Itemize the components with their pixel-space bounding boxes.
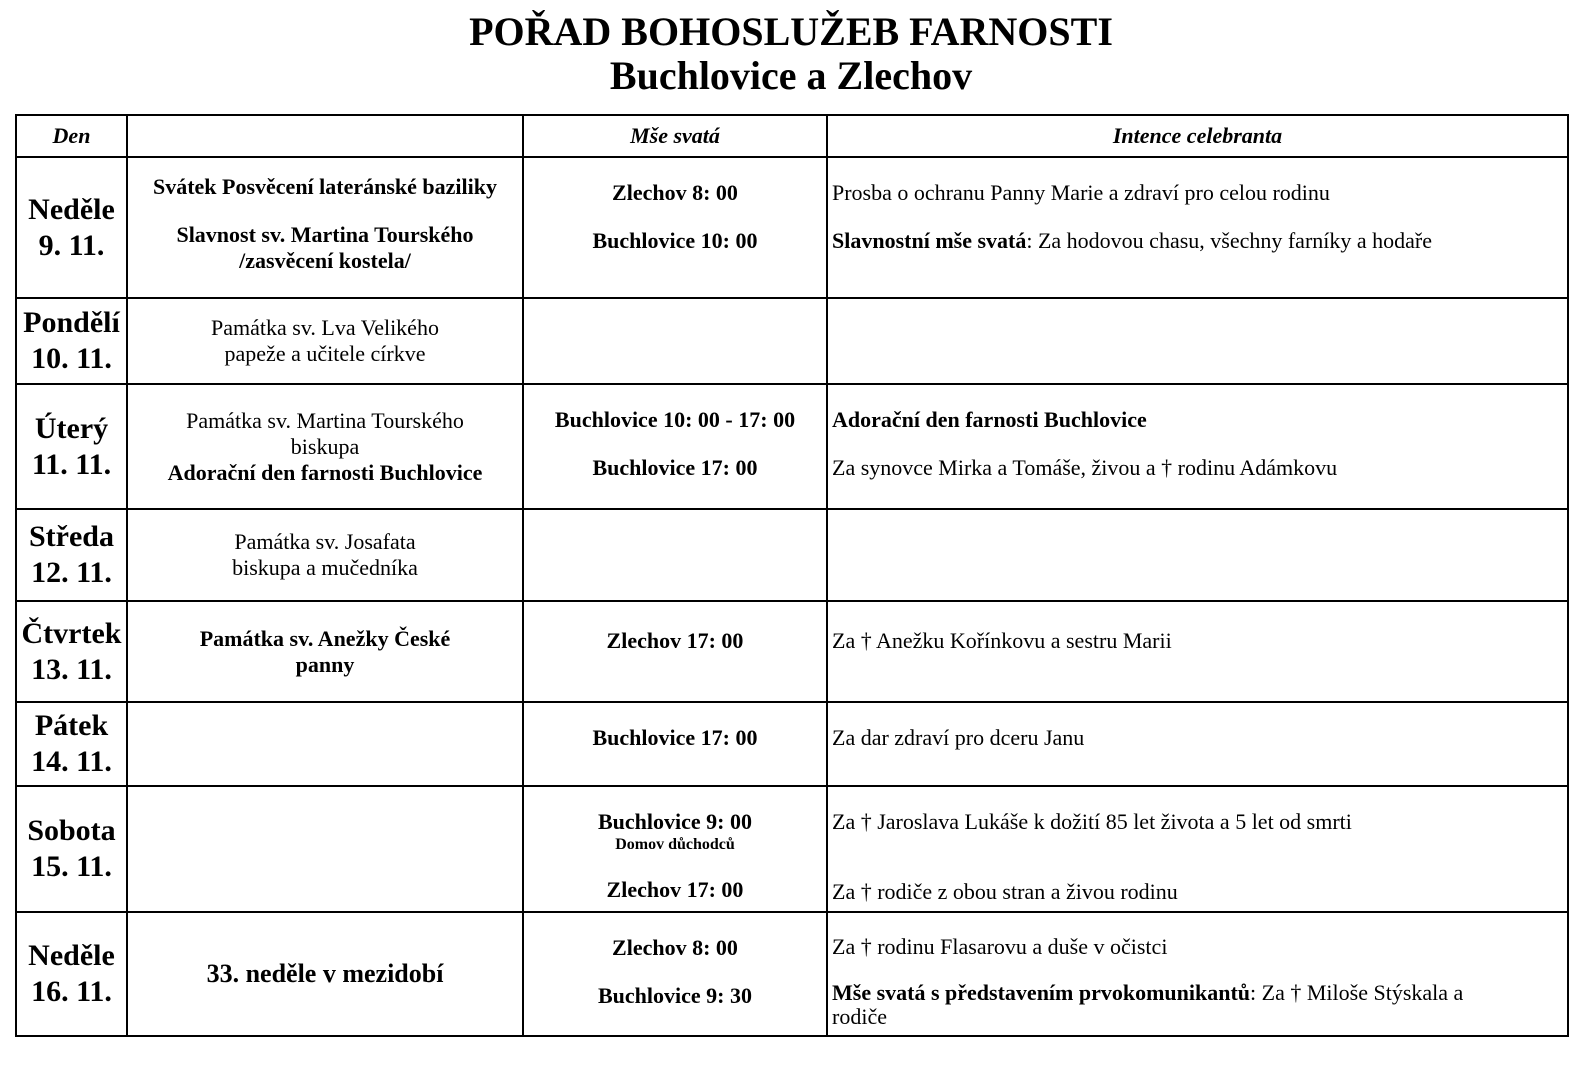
feast-line: biskupa <box>290 433 360 459</box>
header-feast <box>127 115 523 157</box>
feast-cell <box>127 601 523 702</box>
mass-time: Zlechov 8: 00 <box>612 180 738 205</box>
day-cell <box>16 786 127 912</box>
intention-text: : Za † Miloše Stýskala a rodiče <box>832 980 1464 1029</box>
mass-time: Zlechov 17: 00 <box>606 628 744 653</box>
feast-line: Památka sv. Lva Velikého <box>211 315 439 340</box>
table-row <box>16 384 1568 509</box>
day-date: 12. 11. <box>31 556 112 589</box>
table-row <box>16 702 1568 786</box>
feast-cell <box>127 298 523 384</box>
day-name: Pondělí <box>23 306 120 339</box>
intention-cell <box>827 601 1568 702</box>
table-row <box>16 509 1568 601</box>
day-name: Neděle <box>28 192 115 226</box>
intention-cell <box>827 157 1568 298</box>
header-day: Den <box>16 115 127 157</box>
day-date: 15. 11. <box>31 850 112 883</box>
table-row <box>16 157 1568 298</box>
feast-cell <box>127 157 523 298</box>
intention-text: : Za hodovou chasu, všechny farníky a hodaře <box>1026 228 1433 253</box>
intention-text: Za † Jaroslava Lukáše k dožití 85 let života a 5 let od smrti <box>832 809 1352 834</box>
table-row <box>16 786 1568 912</box>
day-cell <box>16 298 127 384</box>
mass-cell <box>523 702 827 786</box>
mass-cell <box>523 384 827 509</box>
intention-bold: Mše svatá s představením prvokomunikantů <box>832 980 1251 1005</box>
mass-cell <box>523 509 827 601</box>
mass-time: Buchlovice 10: 00 - 17: 00 <box>554 407 796 432</box>
intention-text: Za † rodinu Flasarovu a duše v očistci <box>832 934 1168 959</box>
mass-time: Buchlovice 9: 30 <box>598 983 752 1008</box>
intention-text: Za synovce Mirka a Tomáše, živou a † rodinu Adámkovu <box>832 455 1338 480</box>
intention-bold: Adorační den farnosti Buchlovice <box>832 407 1147 432</box>
document-title: POŘAD BOHOSLUŽEB FARNOSTI <box>469 9 1113 54</box>
day-cell <box>16 384 127 509</box>
mass-cell <box>523 157 827 298</box>
table-row <box>16 912 1568 1036</box>
feast-cell <box>127 702 523 786</box>
feast-line: Památka sv. Josafata <box>234 529 416 554</box>
mass-cell <box>523 298 827 384</box>
mass-cell <box>523 786 827 912</box>
day-date: 14. 11. <box>31 745 112 778</box>
feast-line: biskupa a mučedníka <box>232 555 418 580</box>
day-name: Úterý <box>34 411 109 445</box>
day-cell <box>16 509 127 601</box>
feast-line: 33. neděle v mezidobí <box>206 959 444 988</box>
header-row <box>16 115 1568 157</box>
feast-line: papeže a učitele církve <box>224 341 426 366</box>
header-intention: Intence celebranta <box>827 115 1568 157</box>
intention-bold: Slavnostní mše svatá <box>832 228 1027 253</box>
intention-cell <box>827 912 1568 1036</box>
feast-line: Památka sv. Anežky České <box>199 625 451 651</box>
document-subtitle: Buchlovice a Zlechov <box>609 53 973 98</box>
day-date: 11. 11. <box>31 447 112 481</box>
table-row <box>16 298 1568 384</box>
feast-line: /zasvěcení kostela/ <box>239 248 411 273</box>
day-name: Sobota <box>27 814 116 847</box>
feast-line: Památka sv. Martina Tourského <box>186 407 464 433</box>
intention-cell <box>827 298 1568 384</box>
feast-cell <box>127 786 523 912</box>
mass-note: Domov důchodců <box>615 836 735 853</box>
day-date: 9. 11. <box>38 228 105 262</box>
intention-cell <box>827 384 1568 509</box>
day-cell <box>16 157 127 298</box>
day-cell <box>16 912 127 1036</box>
intention-text: Za † rodiče z obou stran a živou rodinu <box>832 879 1178 904</box>
day-name: Čtvrtek <box>21 616 122 650</box>
table-row <box>16 601 1568 702</box>
day-name: Středa <box>29 520 114 553</box>
mass-cell <box>523 601 827 702</box>
intention-cell <box>827 509 1568 601</box>
feast-cell <box>127 384 523 509</box>
intention-text: Za † Anežku Kořínkovu a sestru Marii <box>832 628 1172 653</box>
feast-cell <box>127 912 523 1036</box>
schedule-table <box>15 114 1569 1037</box>
intention-cell <box>827 702 1568 786</box>
day-cell <box>16 702 127 786</box>
day-cell <box>16 601 127 702</box>
feast-line: Slavnost sv. Martina Tourského <box>176 222 474 247</box>
feast-line: panny <box>295 651 355 677</box>
day-date: 10. 11. <box>31 342 112 375</box>
intention-text: Za dar zdraví pro dceru Janu <box>832 725 1085 750</box>
feast-cell <box>127 509 523 601</box>
mass-time: Buchlovice 17: 00 <box>592 455 758 480</box>
header-mass: Mše svatá <box>523 115 827 157</box>
intention-text: Prosba o ochranu Panny Marie a zdraví pro celou rodinu <box>832 180 1330 205</box>
day-date: 13. 11. <box>31 652 112 686</box>
mass-time: Buchlovice 9: 00 <box>598 809 752 834</box>
mass-time: Buchlovice 10: 00 <box>592 228 758 253</box>
feast-line: Adorační den farnosti Buchlovice <box>167 459 483 485</box>
day-name: Pátek <box>34 709 109 742</box>
feast-line: Svátek Posvěcení lateránské baziliky <box>152 174 498 199</box>
day-name: Neděle <box>28 939 115 972</box>
mass-time: Zlechov 8: 00 <box>612 935 738 960</box>
mass-time: Buchlovice 17: 00 <box>592 725 758 750</box>
mass-cell <box>523 912 827 1036</box>
day-date: 16. 11. <box>31 975 112 1008</box>
mass-time: Zlechov 17: 00 <box>606 877 744 902</box>
intention-cell <box>827 786 1568 912</box>
